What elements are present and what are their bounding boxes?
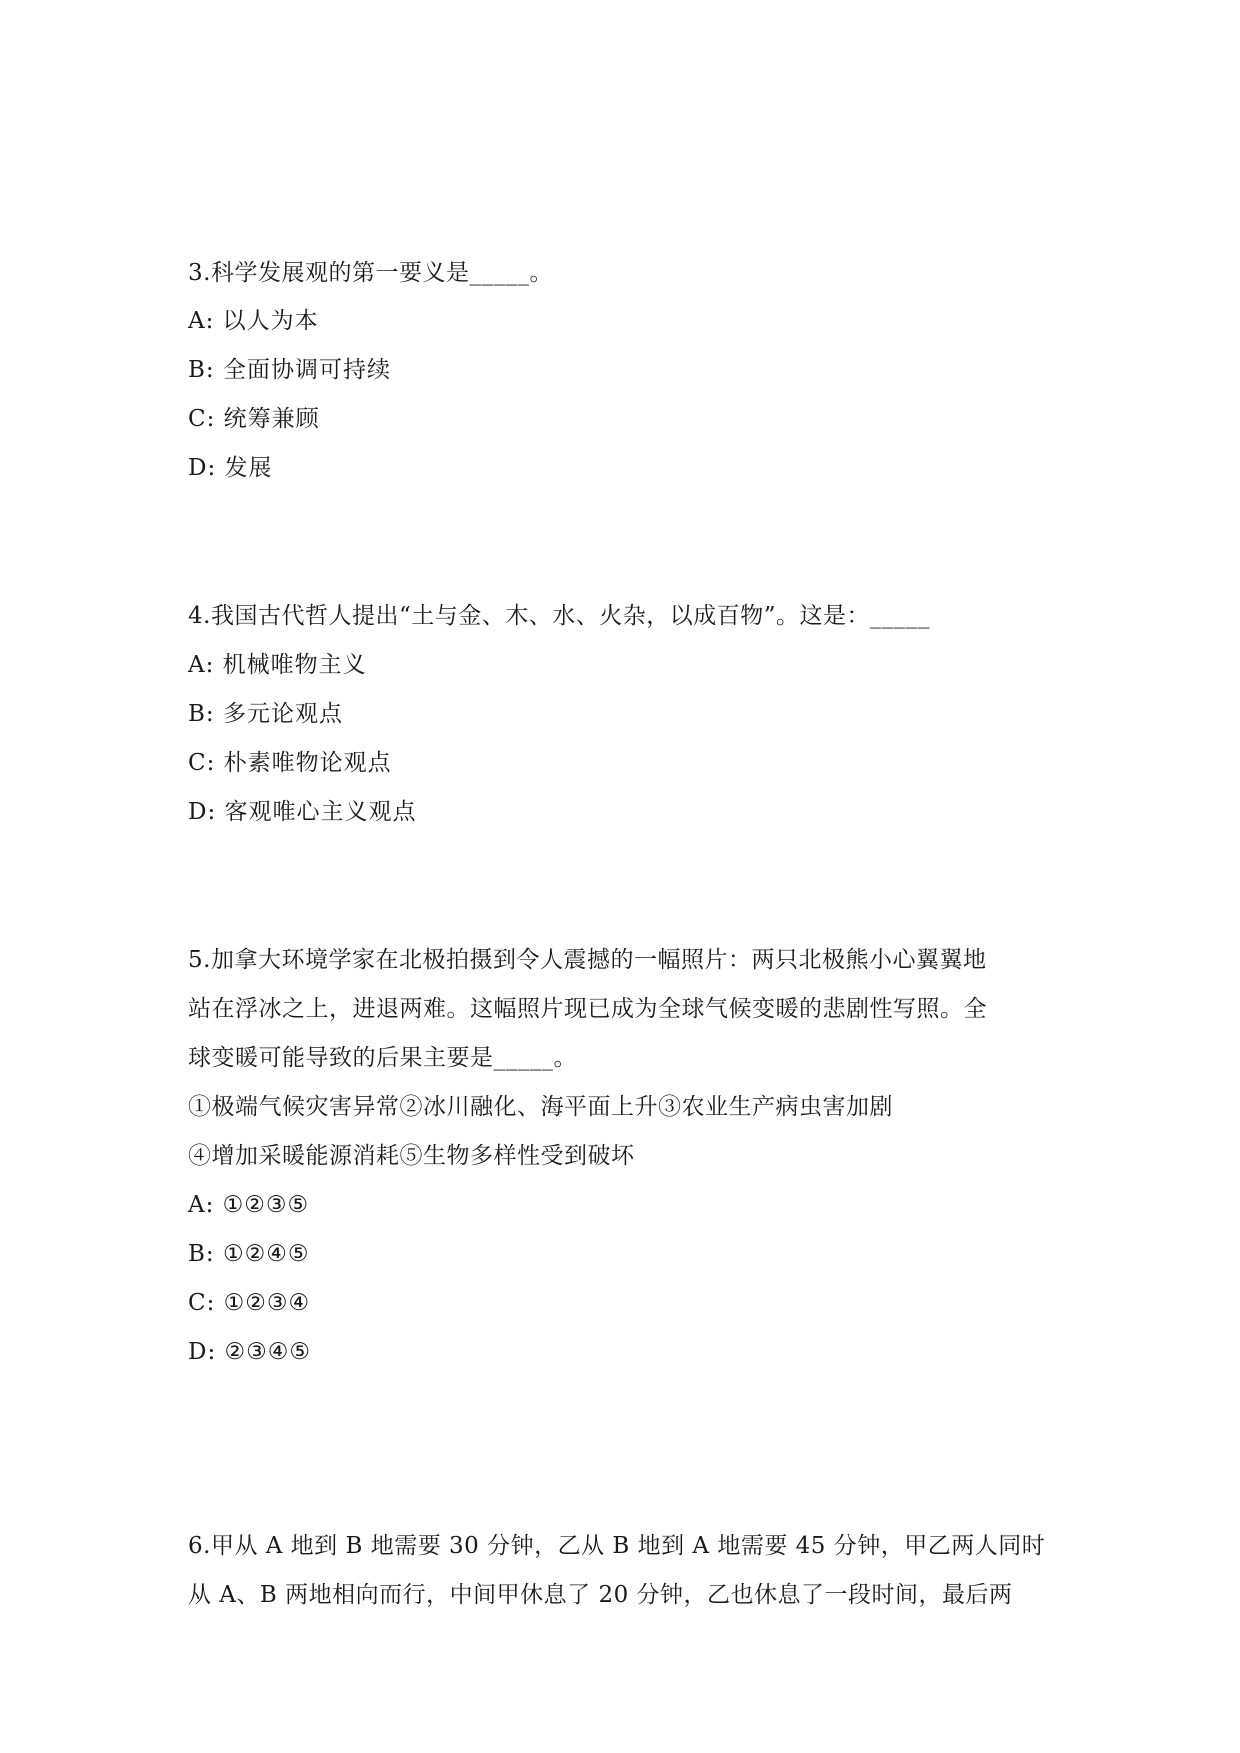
question-5-option-c: C: ①②③④ — [188, 1290, 311, 1316]
question-5-stem-line-4: ①极端气候灾害异常②冰川融化、海平面上升③农业生产病虫害加剧 — [188, 1094, 893, 1120]
question-3-option-b: B: 全面协调可持续 — [188, 357, 391, 383]
question-5-stem-line-3: 球变暖可能导致的后果主要是_____。 — [188, 1045, 577, 1071]
question-3-option-c: C: 统筹兼顾 — [188, 406, 320, 432]
question-5-option-d: D: ②③④⑤ — [188, 1339, 311, 1365]
question-5-option-a: A: ①②③⑤ — [188, 1192, 310, 1218]
question-5-stem-line-1: 5.加拿大环境学家在北极拍摄到令人震撼的一幅照片：两只北极熊小心翼翼地 — [188, 947, 987, 973]
question-3-option-a: A: 以人为本 — [188, 308, 319, 334]
question-5-stem-line-5: ④增加采暖能源消耗⑤生物多样性受到破坏 — [188, 1143, 635, 1169]
question-3-stem-line-1: 3.科学发展观的第一要义是_____。 — [188, 260, 553, 286]
question-5-stem-line-2: 站在浮冰之上，进退两难。这幅照片现已成为全球气候变暖的悲剧性写照。全 — [188, 996, 987, 1022]
question-4-option-c: C: 朴素唯物论观点 — [188, 750, 392, 776]
question-4-stem-line-1: 4.我国古代哲人提出“土与金、木、水、火杂，以成百物”。这是：_____ — [188, 603, 930, 629]
question-4-option-a: A: 机械唯物主义 — [188, 652, 367, 678]
question-6-stem-line-1: 6.甲从 A 地到 B 地需要 30 分钟，乙从 B 地到 A 地需要 45 分钟，甲乙两人同时 — [188, 1533, 1046, 1559]
question-4-option-b: B: 多元论观点 — [188, 701, 343, 727]
question-5-option-b: B: ①②④⑤ — [188, 1241, 310, 1267]
question-4-option-d: D: 客观唯心主义观点 — [188, 799, 417, 825]
question-6-stem-line-2: 从 A、B 两地相向而行，中间甲休息了 20 分钟，乙也休息了一段时间，最后两 — [188, 1582, 1013, 1608]
question-3-option-d: D: 发展 — [188, 455, 273, 481]
